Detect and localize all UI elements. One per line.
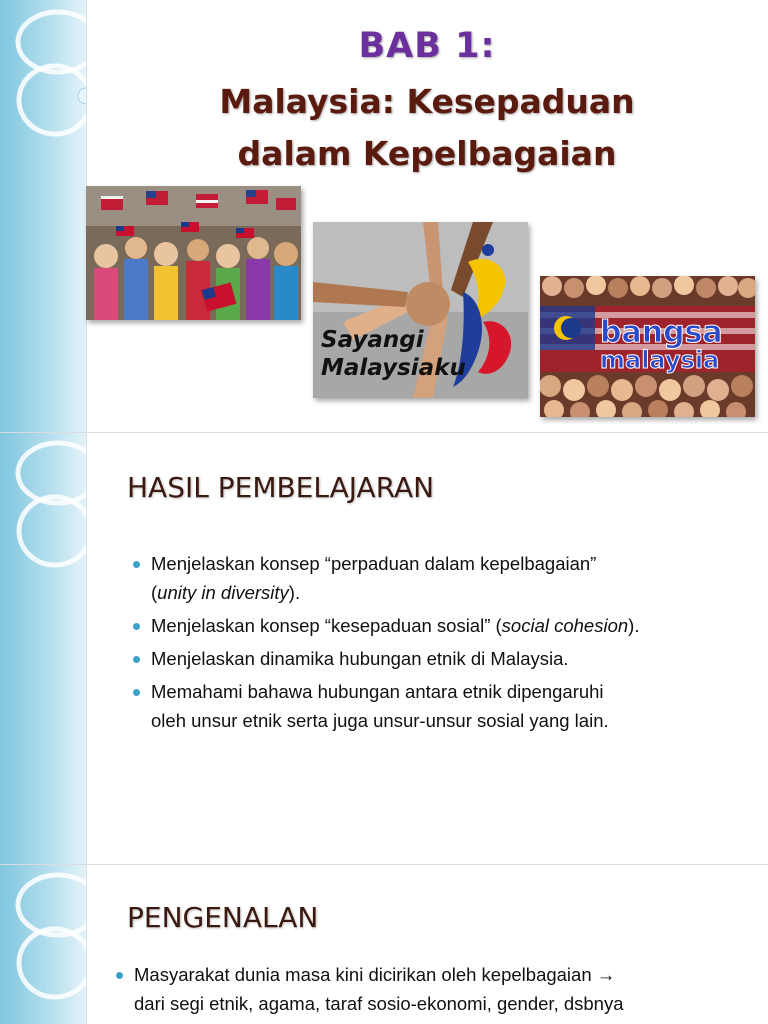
slide-learning-outcomes bbox=[0, 433, 768, 865]
svg-text:malaysia: malaysia bbox=[600, 346, 720, 374]
svg-text:Malaysiaku: Malaysiaku bbox=[321, 355, 466, 381]
introduction-list bbox=[114, 960, 754, 1018]
swirl-decoration-icon bbox=[0, 433, 86, 865]
slide-title-line-2: dalam Kepelbagaian bbox=[237, 134, 617, 173]
list-item: Menjelaskan dinamika hubungan etnik di Malaysia. bbox=[131, 644, 746, 673]
slide-title-line-1: Malaysia: Kesepaduan bbox=[219, 82, 635, 121]
svg-text:bangsa: bangsa bbox=[600, 315, 723, 350]
list-item: Menjelaskan konsep “perpaduan dalam kepelbagaian” (unity in diversity). bbox=[131, 549, 746, 607]
slide-sidebar-decoration bbox=[0, 433, 87, 865]
sayangi-malaysiaku-photo bbox=[313, 222, 528, 398]
slide-title bbox=[0, 0, 768, 433]
learning-outcomes-list bbox=[131, 549, 746, 739]
section-heading: HASIL PEMBELAJARAN bbox=[127, 471, 435, 504]
list-item: Masyarakat dunia masa kini dicirikan oleh kepelbagaian → dari segi etnik, agama, taraf sosio-ekonomi, gender, dsbnya bbox=[114, 960, 754, 1018]
bullet-dot-icon bbox=[116, 972, 123, 979]
list-item: Memahami bahawa hubungan antara etnik dipengaruhi oleh unsur etnik serta juga unsur-unsur sosial yang lain. bbox=[131, 677, 746, 735]
svg-text:Sayangi: Sayangi bbox=[321, 327, 424, 353]
swirl-decoration-icon bbox=[0, 0, 86, 433]
section-heading: PENGENALAN bbox=[127, 901, 319, 934]
bullet-dot-icon bbox=[133, 689, 140, 696]
bullet-dot-icon bbox=[133, 656, 140, 663]
swirl-decoration-icon bbox=[0, 865, 86, 1024]
children-with-flags-photo bbox=[86, 186, 301, 320]
slide-sidebar-decoration bbox=[0, 865, 87, 1024]
bullet-dot-icon bbox=[133, 561, 140, 568]
slide-introduction bbox=[0, 865, 768, 1024]
slide-chapter-title: BAB 1: bbox=[358, 26, 496, 66]
slide-sidebar-decoration bbox=[0, 0, 87, 433]
bullet-dot-icon bbox=[133, 623, 140, 630]
bangsa-malaysia-collage-photo bbox=[540, 276, 755, 417]
list-item: Menjelaskan konsep “kesepaduan sosial” (social cohesion). bbox=[131, 611, 746, 640]
